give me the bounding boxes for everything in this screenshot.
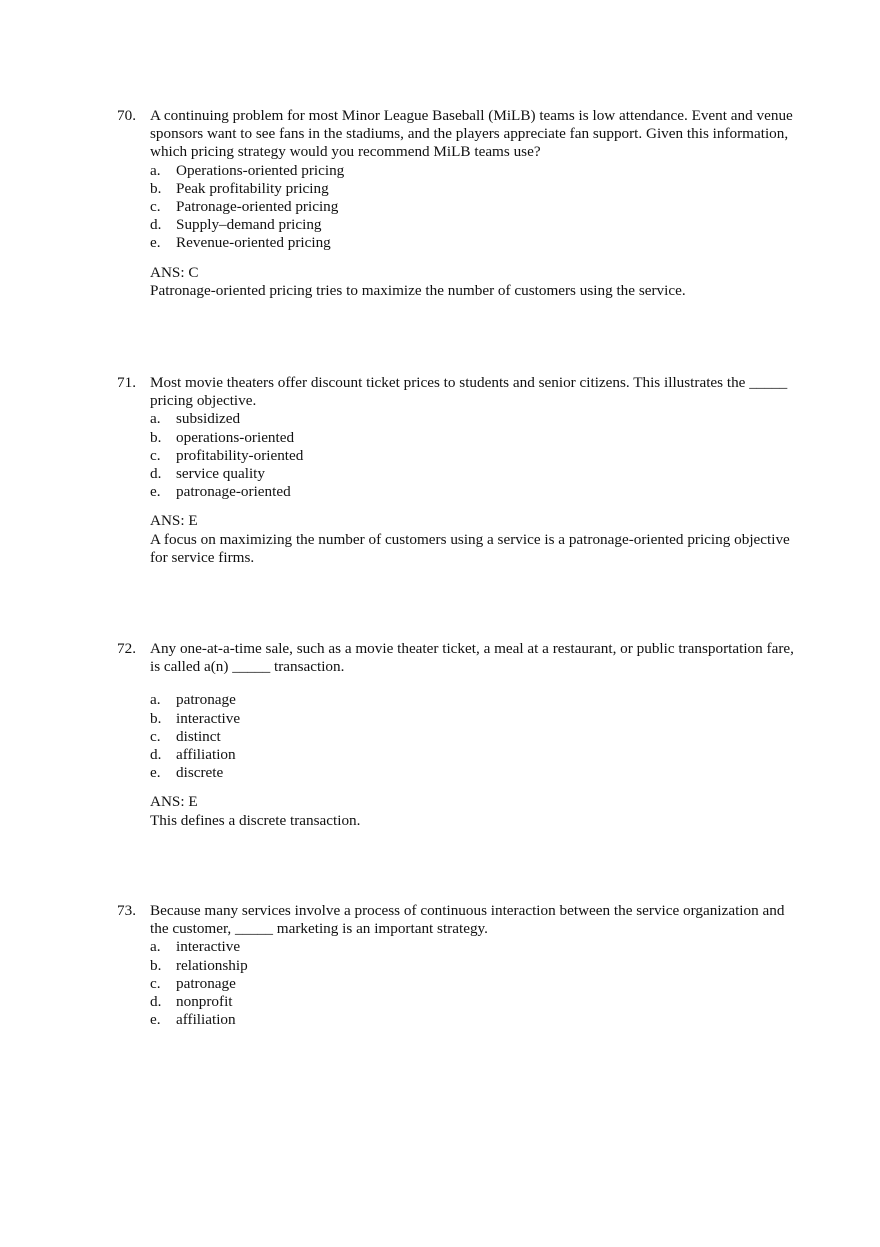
choice-text: patronage [176, 974, 236, 992]
choice-text: subsidized [176, 410, 241, 428]
choice-item [150, 234, 797, 252]
choice-letter: c. [150, 198, 161, 216]
question-number: 71. [117, 374, 136, 391]
answer-key: ANS: E [150, 512, 198, 530]
choice-text: nonprofit [176, 993, 233, 1011]
answer-key: ANS: C [150, 263, 199, 281]
choice-list [150, 410, 797, 501]
choice-letter: b. [150, 709, 162, 727]
choice-text: patronage [176, 691, 236, 709]
answer-rationale: This defines a discrete transaction. [150, 811, 361, 829]
answer-key: ANS: E [150, 793, 198, 811]
question-73 [117, 902, 797, 1029]
choice-list [150, 938, 797, 1029]
choice-item [150, 728, 797, 746]
choice-text: service quality [176, 465, 265, 483]
choice-text: affiliation [176, 746, 236, 764]
choice-item [150, 993, 797, 1011]
choice-text: Supply–demand pricing [176, 216, 322, 234]
choice-item [150, 746, 797, 764]
choice-text: Peak profitability pricing [176, 179, 329, 197]
question-number: 73. [117, 902, 136, 919]
answer-block [150, 264, 797, 300]
choice-text: distinct [176, 727, 221, 745]
choice-text: profitability-oriented [176, 446, 304, 464]
question-70 [117, 107, 797, 300]
choice-letter: b. [150, 956, 162, 974]
choice-list [150, 162, 797, 253]
choice-letter: d. [150, 465, 162, 483]
choice-item [150, 447, 797, 465]
choice-letter: e. [150, 234, 161, 252]
question-number: 70. [117, 107, 136, 124]
choice-text: affiliation [176, 1011, 236, 1029]
question-text: A continuing problem for most Minor League Baseball (MiLB) teams is low attendance. Event and venue sponsors want to see fans in the stadiums, and the players appreciate fan support. Given this information, which pricing strategy would you recommend MiLB teams use? [150, 107, 793, 161]
question-text: Most movie theaters offer discount ticket prices to students and senior citizens. This illustrates the _____ pricing objective. [150, 374, 788, 410]
choice-letter: a. [150, 691, 161, 709]
choice-item [150, 429, 797, 447]
choice-letter: c. [150, 727, 161, 745]
question-number: 72. [117, 640, 136, 657]
choice-text: Patronage-oriented pricing [176, 198, 339, 216]
choice-letter: a. [150, 938, 161, 956]
question-72 [117, 640, 797, 830]
choice-text: operations-oriented [176, 428, 295, 446]
question-71 [117, 374, 797, 567]
choice-letter: b. [150, 428, 162, 446]
choice-item [150, 180, 797, 198]
choice-item [150, 483, 797, 501]
choice-text: Revenue-oriented pricing [176, 234, 331, 252]
choice-item [150, 957, 797, 975]
choice-text: Operations-oriented pricing [176, 161, 345, 179]
choice-item [150, 410, 797, 428]
question-text: Any one-at-a-time sale, such as a movie theater ticket, a meal at a restaurant, or public transportation fare, is called a(n) _____ transaction. [150, 640, 794, 676]
choice-text: patronage-oriented [176, 483, 291, 501]
choice-letter: d. [150, 216, 162, 234]
choice-item [150, 465, 797, 483]
choice-item [150, 764, 797, 782]
question-text: Because many services involve a process of continuous interaction between the service organization and the customer, _____ marketing is an important strategy. [150, 902, 785, 938]
choice-item [150, 1011, 797, 1029]
choice-letter: d. [150, 746, 162, 764]
choice-text: discrete [176, 764, 224, 782]
choice-letter: e. [150, 764, 161, 782]
choice-item [150, 975, 797, 993]
choice-letter: e. [150, 1011, 161, 1029]
choice-list [150, 691, 797, 782]
choice-letter: a. [150, 161, 161, 179]
choice-letter: d. [150, 993, 162, 1011]
answer-rationale: A focus on maximizing the number of customers using a service is a patronage-oriented pricing objective for service firms. [150, 530, 790, 566]
answer-block [150, 793, 797, 829]
choice-item [150, 216, 797, 234]
choice-letter: e. [150, 483, 161, 501]
choice-letter: a. [150, 410, 161, 428]
choice-item [150, 938, 797, 956]
answer-rationale: Patronage-oriented pricing tries to maximize the number of customers using the service. [150, 281, 686, 299]
choice-text: interactive [176, 938, 241, 956]
choice-text: relationship [176, 956, 248, 974]
choice-text: interactive [176, 709, 241, 727]
choice-item [150, 691, 797, 709]
choice-item [150, 198, 797, 216]
choice-letter: c. [150, 974, 161, 992]
choice-letter: c. [150, 446, 161, 464]
choice-item [150, 162, 797, 180]
answer-block [150, 512, 797, 567]
choice-item [150, 710, 797, 728]
choice-letter: b. [150, 179, 162, 197]
